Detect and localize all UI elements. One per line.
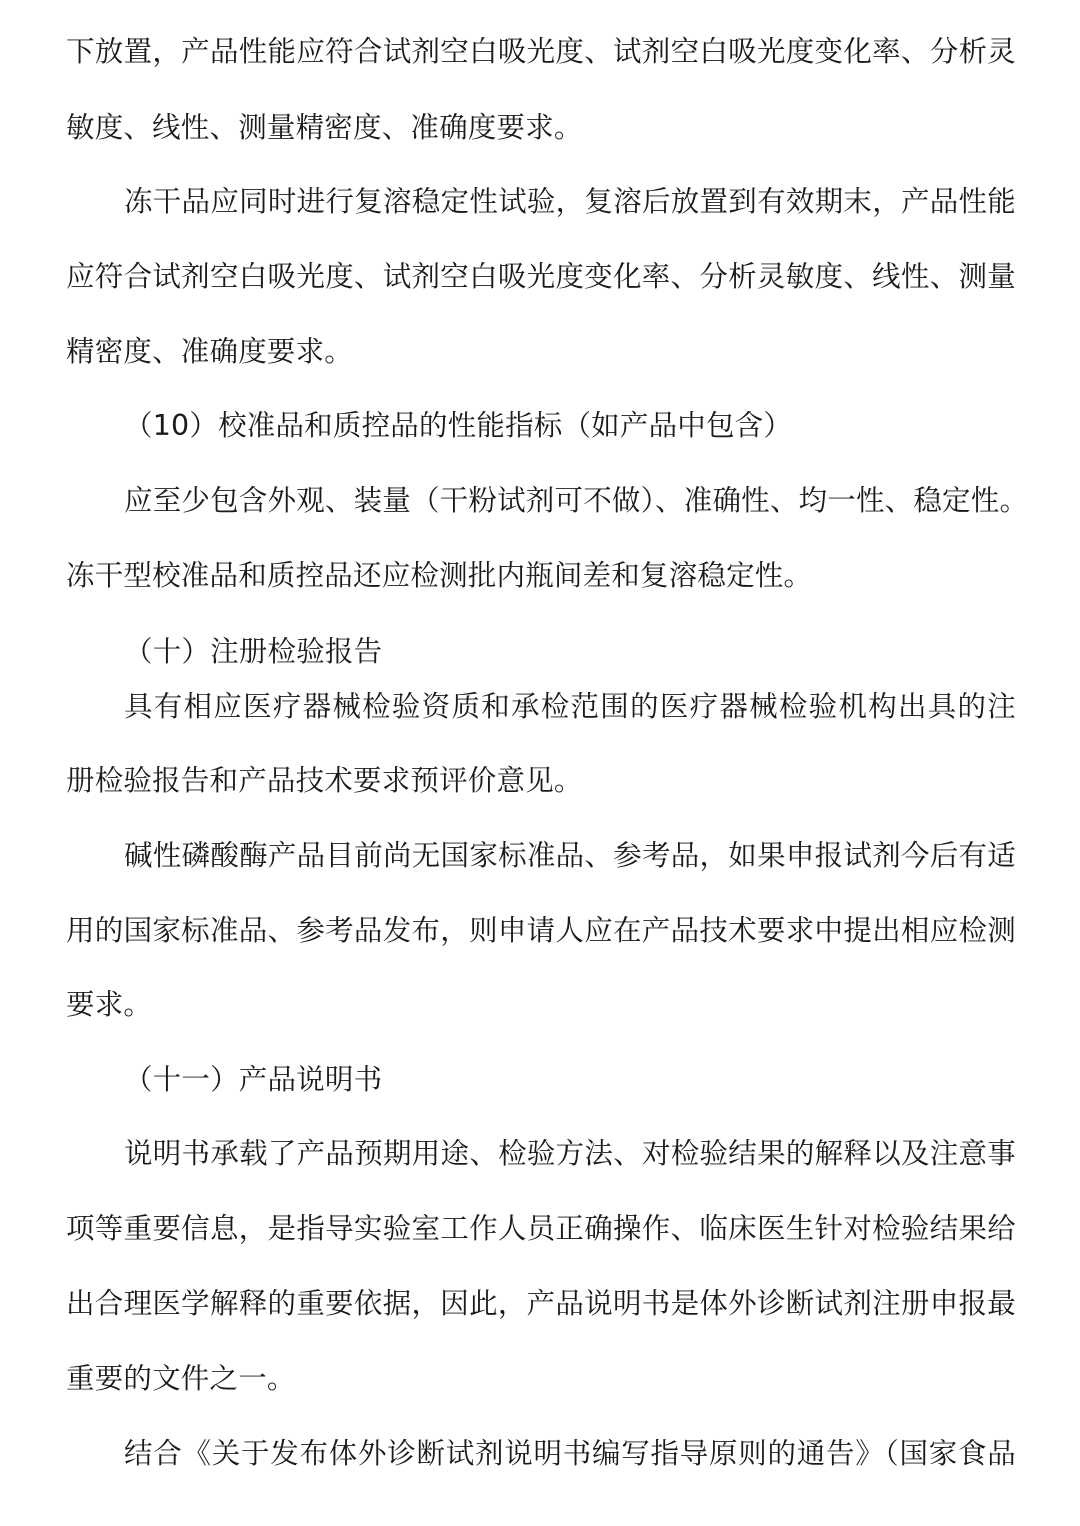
text-line: 用的国家标准品、参考品发布，则申请人应在产品技术要求中提出相应检测 [66, 914, 1016, 947]
section-heading: （十一）产品说明书 [124, 1063, 383, 1096]
text-line: 下放置，产品性能应符合试剂空白吸光度、试剂空白吸光度变化率、分析灵 [66, 35, 1016, 68]
text-line: 冻干型校准品和质控品还应检测批内瓶间差和复溶稳定性。 [66, 559, 813, 592]
text-line: 册检验报告和产品技术要求预评价意见。 [66, 764, 583, 797]
text-line: 碱性磷酸酶产品目前尚无国家标准品、参考品，如果申报试剂今后有适 [124, 839, 1016, 872]
text-line: 结合《关于发布体外诊断试剂说明书编写指导原则的通告》（国家食品 [124, 1437, 1016, 1470]
text-line: 应符合试剂空白吸光度、试剂空白吸光度变化率、分析灵敏度、线性、测量 [66, 260, 1016, 293]
text-line: 冻干品应同时进行复溶稳定性试验，复溶后放置到有效期末，产品性能 [124, 185, 1016, 218]
text-line: 应至少包含外观、装量（干粉试剂可不做）、准确性、均一性、稳定性。 [124, 484, 1029, 517]
text-line: 要求。 [66, 988, 153, 1021]
text-line: 重要的文件之一。 [66, 1362, 296, 1395]
text-line: 出合理医学解释的重要依据，因此，产品说明书是体外诊断试剂注册申报最 [66, 1287, 1016, 1320]
text-line: 项等重要信息，是指导实验室工作人员正确操作、临床医生针对检验结果给 [66, 1212, 1016, 1245]
section-heading: （10）校准品和质控品的性能指标（如产品中包含） [124, 409, 793, 442]
text-line: 精密度、准确度要求。 [66, 335, 354, 368]
text-line: 说明书承载了产品预期用途、检验方法、对检验结果的解释以及注意事 [124, 1137, 1016, 1170]
text-line: 敏度、线性、测量精密度、准确度要求。 [66, 111, 583, 144]
section-heading: （十）注册检验报告 [124, 635, 383, 668]
text-line: 具有相应医疗器械检验资质和承检范围的医疗器械检验机构出具的注 [124, 690, 1016, 723]
